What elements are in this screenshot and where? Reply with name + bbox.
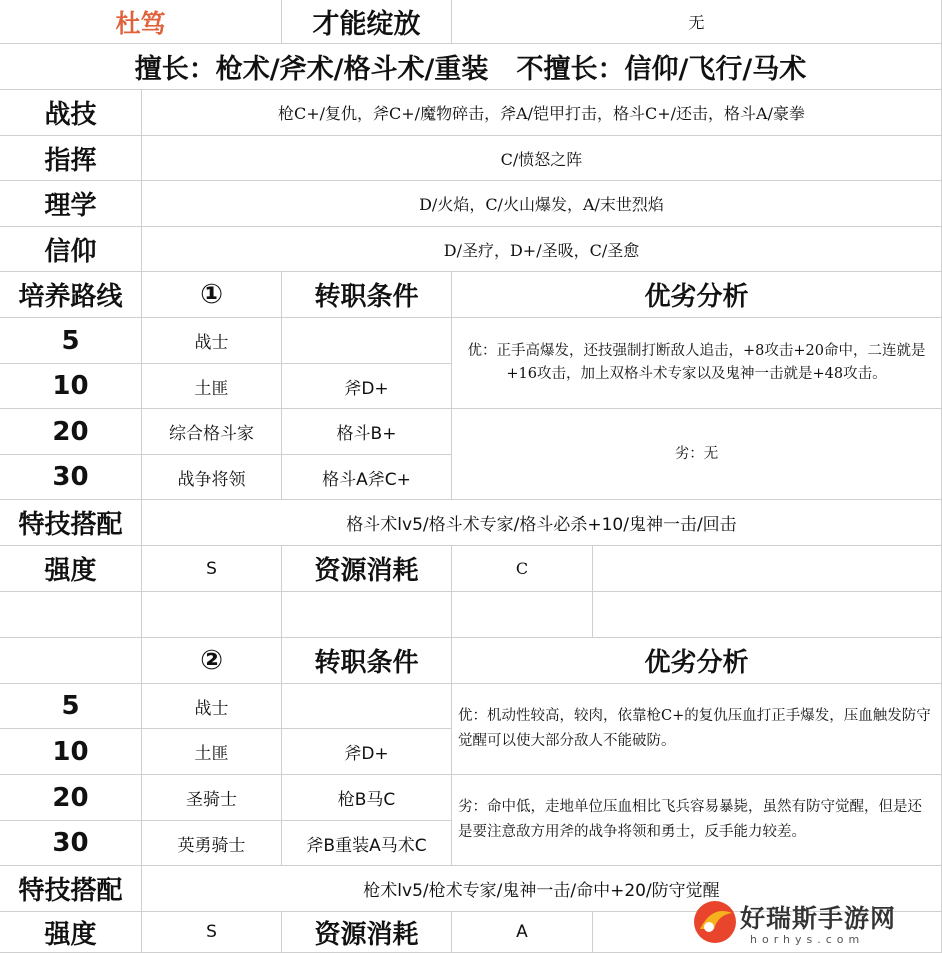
route1-cond-10: 斧D+ bbox=[282, 364, 452, 409]
empty-cell bbox=[0, 638, 142, 684]
skill-value-faith: D/圣疗，D+/圣吸，C/圣愈 bbox=[142, 227, 942, 272]
empty-cell bbox=[142, 592, 282, 638]
route-label: 培养路线 bbox=[0, 272, 142, 318]
route2-class-5: 战士 bbox=[142, 684, 282, 729]
skill-value-authority: C/愤怒之阵 bbox=[142, 136, 942, 181]
talent-label: 才能绽放 bbox=[282, 0, 452, 44]
route1-level-20: 20 bbox=[0, 409, 142, 455]
route2-marker: ② bbox=[142, 638, 282, 684]
route1-cost-value: C bbox=[452, 546, 593, 592]
empty-cell bbox=[0, 592, 142, 638]
route2-cond-20: 枪B马C bbox=[282, 775, 452, 821]
route2-pros: 优：机动性较高，较肉，依靠枪C+的复仇压血打正手爆发，压血触发防守觉醒可以使大部分敌人不能破防。 bbox=[452, 684, 942, 775]
route2-cond-5 bbox=[282, 684, 452, 729]
route2-cost-label: 资源消耗 bbox=[282, 912, 452, 953]
route2-class-30: 英勇骑士 bbox=[142, 821, 282, 866]
watermark-sub: horhys.com bbox=[750, 933, 865, 946]
route2-level-30: 30 bbox=[0, 821, 142, 866]
route2-analysis-label: 优劣分析 bbox=[452, 638, 942, 684]
skill-label-reason: 理学 bbox=[0, 181, 142, 227]
route1-cond-20: 格斗B+ bbox=[282, 409, 452, 455]
route2-special-value: 枪术lv5/枪术专家/鬼神一击/命中+20/防守觉醒 bbox=[142, 866, 942, 912]
skill-label-authority: 指挥 bbox=[0, 136, 142, 181]
proficiency-row: 擅长：枪术/斧术/格斗术/重装 不擅长：信仰/飞行/马术 bbox=[0, 44, 942, 90]
route1-class-20: 综合格斗家 bbox=[142, 409, 282, 455]
route2-level-5: 5 bbox=[0, 684, 142, 729]
empty-cell bbox=[452, 592, 593, 638]
route1-class-5: 战士 bbox=[142, 318, 282, 364]
site-logo-icon bbox=[692, 899, 738, 945]
route1-level-5: 5 bbox=[0, 318, 142, 364]
route2-strength-value: S bbox=[142, 912, 282, 953]
route2-class-20: 圣骑士 bbox=[142, 775, 282, 821]
route2-special-label: 特技搭配 bbox=[0, 866, 142, 912]
empty-cell bbox=[593, 592, 942, 638]
route2-level-20: 20 bbox=[0, 775, 142, 821]
route1-cond-5 bbox=[282, 318, 452, 364]
route1-class-30: 战争将领 bbox=[142, 455, 282, 500]
route2-cons: 劣：命中低，走地单位压血相比飞兵容易暴毙，虽然有防守觉醒，但是还是要注意敌方用斧的战争将领和勇士，反手能力较差。 bbox=[452, 775, 942, 866]
route1-cons: 劣：无 bbox=[452, 409, 942, 500]
route1-cond-label: 转职条件 bbox=[282, 272, 452, 318]
route2-class-10: 土匪 bbox=[142, 729, 282, 775]
route1-class-10: 土匪 bbox=[142, 364, 282, 409]
character-name: 杜笃 bbox=[0, 0, 282, 44]
route1-level-10: 10 bbox=[0, 364, 142, 409]
route1-pros: 优：正手高爆发，还技强制打断敌人追击，+8攻击+20命中，二连就是+16攻击，加上双格斗术专家以及鬼神一击就是+48攻击。 bbox=[452, 318, 942, 409]
route1-special-value: 格斗术lv5/格斗术专家/格斗必杀+10/鬼神一击/回击 bbox=[142, 500, 942, 546]
route1-cost-label: 资源消耗 bbox=[282, 546, 452, 592]
route2-cost-value: A bbox=[452, 912, 593, 953]
site-watermark bbox=[690, 893, 942, 953]
route2-cond-10: 斧D+ bbox=[282, 729, 452, 775]
route2-strength-label: 强度 bbox=[0, 912, 142, 953]
empty-cell bbox=[282, 592, 452, 638]
route1-cond-30: 格斗A斧C+ bbox=[282, 455, 452, 500]
skill-value-combat-arts: 枪C+/复仇，斧C+/魔物碎击，斧A/铠甲打击，格斗C+/还击，格斗A/豪拳 bbox=[142, 90, 942, 136]
route1-strength-value: S bbox=[142, 546, 282, 592]
route1-level-30: 30 bbox=[0, 455, 142, 500]
route1-strength-label: 强度 bbox=[0, 546, 142, 592]
route1-marker: ① bbox=[142, 272, 282, 318]
talent-value: 无 bbox=[452, 0, 942, 44]
watermark-text: 好瑞斯手游网 bbox=[740, 904, 897, 933]
empty-cell bbox=[593, 546, 942, 592]
route2-level-10: 10 bbox=[0, 729, 142, 775]
route2-cond-30: 斧B重装A马术C bbox=[282, 821, 452, 866]
skill-label-faith: 信仰 bbox=[0, 227, 142, 272]
route1-analysis-label: 优劣分析 bbox=[452, 272, 942, 318]
skill-label-combat-arts: 战技 bbox=[0, 90, 142, 136]
route1-special-label: 特技搭配 bbox=[0, 500, 142, 546]
skill-value-reason: D/火焰，C/火山爆发，A/末世烈焰 bbox=[142, 181, 942, 227]
route2-cond-label: 转职条件 bbox=[282, 638, 452, 684]
